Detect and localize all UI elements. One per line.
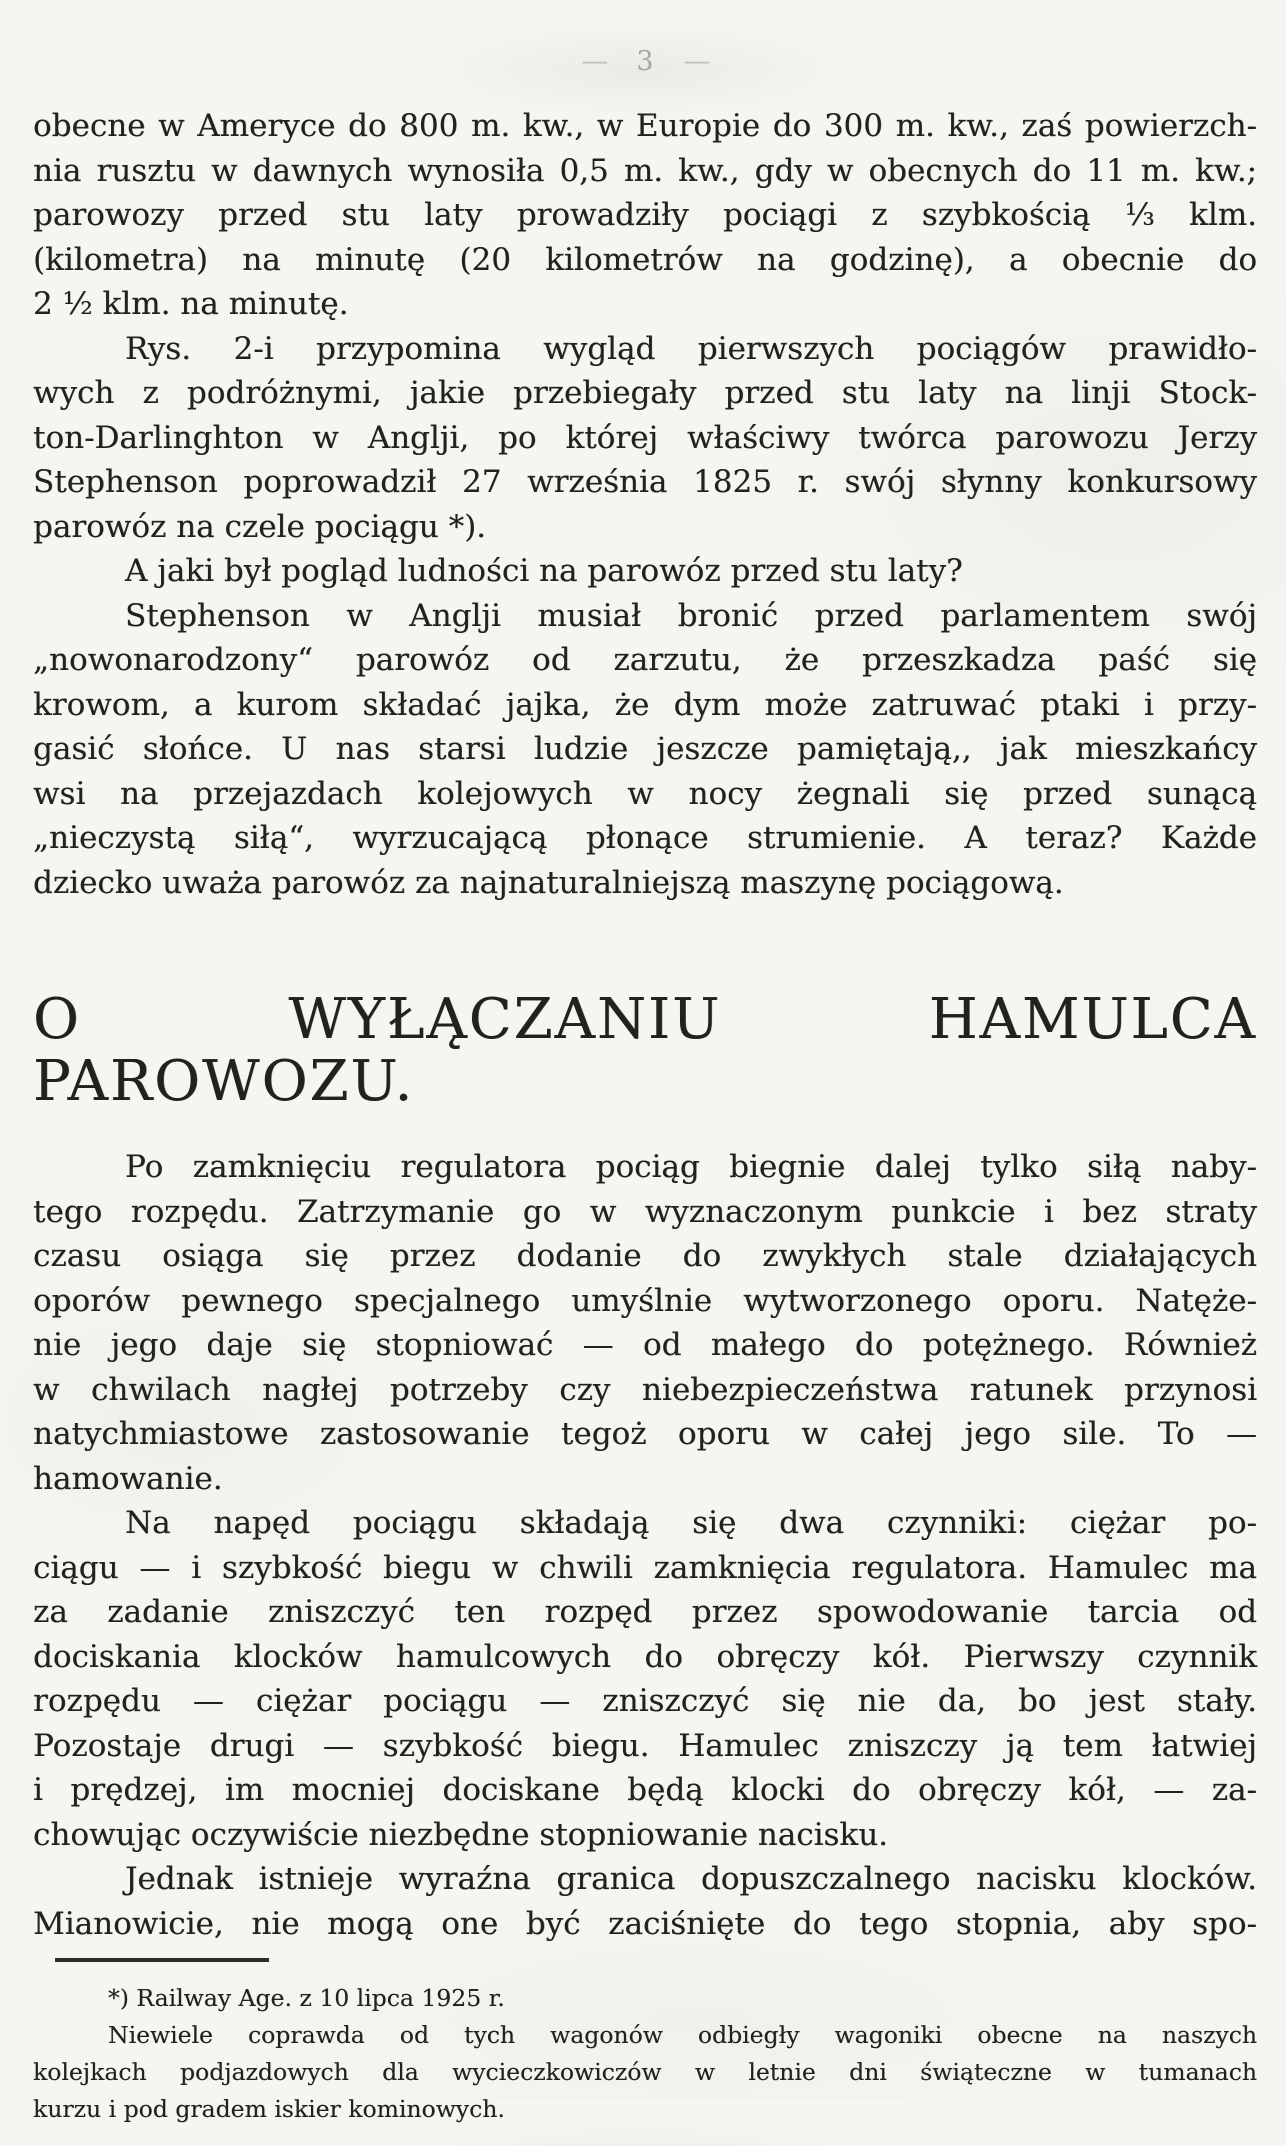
text-line: Rys. 2-i przypomina wygląd pierwszych pociągów prawidło- xyxy=(125,330,1257,367)
page-body xyxy=(33,104,1257,2128)
section-heading: O WYŁĄCZANIU HAMULCA PAROWOZU. xyxy=(33,987,1257,1114)
text-line: Stephenson poprowadził 27 września 1825 r. swój słynny konkursowy xyxy=(33,464,1257,500)
paragraph xyxy=(33,594,1257,906)
text-line: Stephenson w Anglji musiał bronić przed parlamentem swój xyxy=(125,597,1257,634)
text-line: nie jego daje się stopniować — od małego do potężnego. Również xyxy=(33,1327,1257,1363)
text-line: ciągu — i szybkość biegu w chwili zamknięcia regulatora. Hamulec ma xyxy=(33,1549,1257,1586)
text-line: Pozostaje drugi — szybkość biegu. Hamulec zniszczy ją tem łatwiej xyxy=(33,1727,1257,1764)
text-line: oporów pewnego specjalnego umyślnie wytworzonego oporu. Natęże- xyxy=(33,1282,1257,1319)
text-line: parowóz na czele pociągu *). xyxy=(33,508,487,545)
text-line: wsi na przejazdach kolejowych w nocy żegnali się przed sunącą xyxy=(33,775,1257,812)
header-dash-left: — xyxy=(581,46,607,77)
footnote-paragraph xyxy=(33,2017,1257,2128)
footnote-separator-rule xyxy=(55,1958,269,1962)
text-line: „nieczystą siłą“, wyrzucającą płonące strumienie. A teraz? Każde xyxy=(33,820,1257,856)
text-line: w chwilach nagłej potrzeby czy niebezpieczeństwa ratunek przynosi xyxy=(33,1371,1257,1408)
text-line: obecne w Ameryce do 800 m. kw., w Europie do 300 m. kw., zaś powierzch- xyxy=(33,108,1257,144)
footnote-line: kolejkach podjazdowych dla wycieczkowiczów w letnie dni świąteczne w tumanach xyxy=(33,2058,1257,2086)
paragraph xyxy=(33,327,1257,550)
text-line: tego rozpędu. Zatrzymanie go w wyznaczonym punkcie i bez straty xyxy=(33,1193,1257,1230)
text-line: rozpędu — ciężar pociągu — zniszczyć się nie da, bo jest stały. xyxy=(33,1683,1257,1719)
text-line: krowom, a kurom składać jajka, że dym może zatruwać ptaki i przy- xyxy=(33,686,1257,723)
text-line: dziecko uważa parowóz za najnaturalniejszą maszynę pociągową. xyxy=(33,864,1064,901)
text-line: Po zamknięciu regulatora pociąg biegnie dalej tylko siłą naby- xyxy=(125,1149,1257,1185)
text-line: wych z podróżnymi, jakie przebiegały przed stu laty na linji Stock- xyxy=(33,375,1257,411)
paragraph xyxy=(33,1501,1257,1857)
page-number: 3 xyxy=(636,46,654,77)
text-line: „nowonarodzony“ parowóz od zarzutu, że przeszkadza paść się xyxy=(33,642,1257,678)
text-line: Jednak istnieje wyraźna granica dopuszczalnego nacisku klocków. xyxy=(125,1861,1257,1897)
text-line: Mianowicie, nie mogą one być zaciśnięte do tego stopnia, aby spo- xyxy=(33,1905,1257,1942)
text-line: natychmiastowe zastosowanie tegoż oporu w całej jego sile. To — xyxy=(33,1416,1257,1452)
text-line: parowozy przed stu laty prowadziły pociągi z szybkością ⅓ klm. xyxy=(33,197,1257,233)
text-line: ton-Darlinghton w Anglji, po której właściwy twórca parowozu Jerzy xyxy=(33,419,1257,456)
footnote-paragraph xyxy=(33,1980,1257,2017)
text-line: 2 ½ klm. na minutę. xyxy=(33,286,349,322)
header-dash-right: — xyxy=(683,46,709,77)
text-line: za zadanie zniszczyć ten rozpęd przez spowodowanie tarcia od xyxy=(33,1594,1257,1630)
text-line: czasu osiąga się przez dodanie do zwykłych stale działających xyxy=(33,1238,1257,1274)
text-line: Na napęd pociągu składają się dwa czynniki: ciężar po- xyxy=(125,1505,1257,1541)
text-line: (kilometra) na minutę (20 kilometrów na godzinę), a obecnie do xyxy=(33,241,1257,278)
paragraph xyxy=(33,549,1257,594)
text-line: gasić słońce. U nas starsi ludzie jeszcze pamiętają,, jak mieszkańcy xyxy=(33,731,1257,767)
page-header xyxy=(33,46,1257,80)
text-line: hamowanie. xyxy=(33,1460,223,1497)
paragraph xyxy=(33,1857,1257,1946)
text-line: dociskania klocków hamulcowych do obręczy kół. Pierwszy czynnik xyxy=(33,1638,1257,1675)
text-line: nia rusztu w dawnych wynosiła 0,5 m. kw., gdy w obecnych do 11 m. kw.; xyxy=(33,152,1257,189)
text-line: chowując oczywiście niezbędne stopniowanie nacisku. xyxy=(33,1816,889,1853)
text-line: i prędzej, im mocniej dociskane będą klocki do obręczy kół, — za- xyxy=(33,1772,1257,1808)
paragraph xyxy=(33,1145,1257,1501)
footnote-line: *) Railway Age. z 10 lipca 1925 r. xyxy=(108,1984,505,2012)
footnote-line: Niewiele coprawda od tych wagonów odbiegły wagoniki obecne na naszych xyxy=(108,2021,1257,2049)
footnote-line: kurzu i pod gradem iskier kominowych. xyxy=(33,2095,505,2123)
paragraph xyxy=(33,104,1257,327)
text-line: A jaki był pogląd ludności na parowóz przed stu laty? xyxy=(125,553,963,589)
scanned-page xyxy=(0,46,1286,2146)
